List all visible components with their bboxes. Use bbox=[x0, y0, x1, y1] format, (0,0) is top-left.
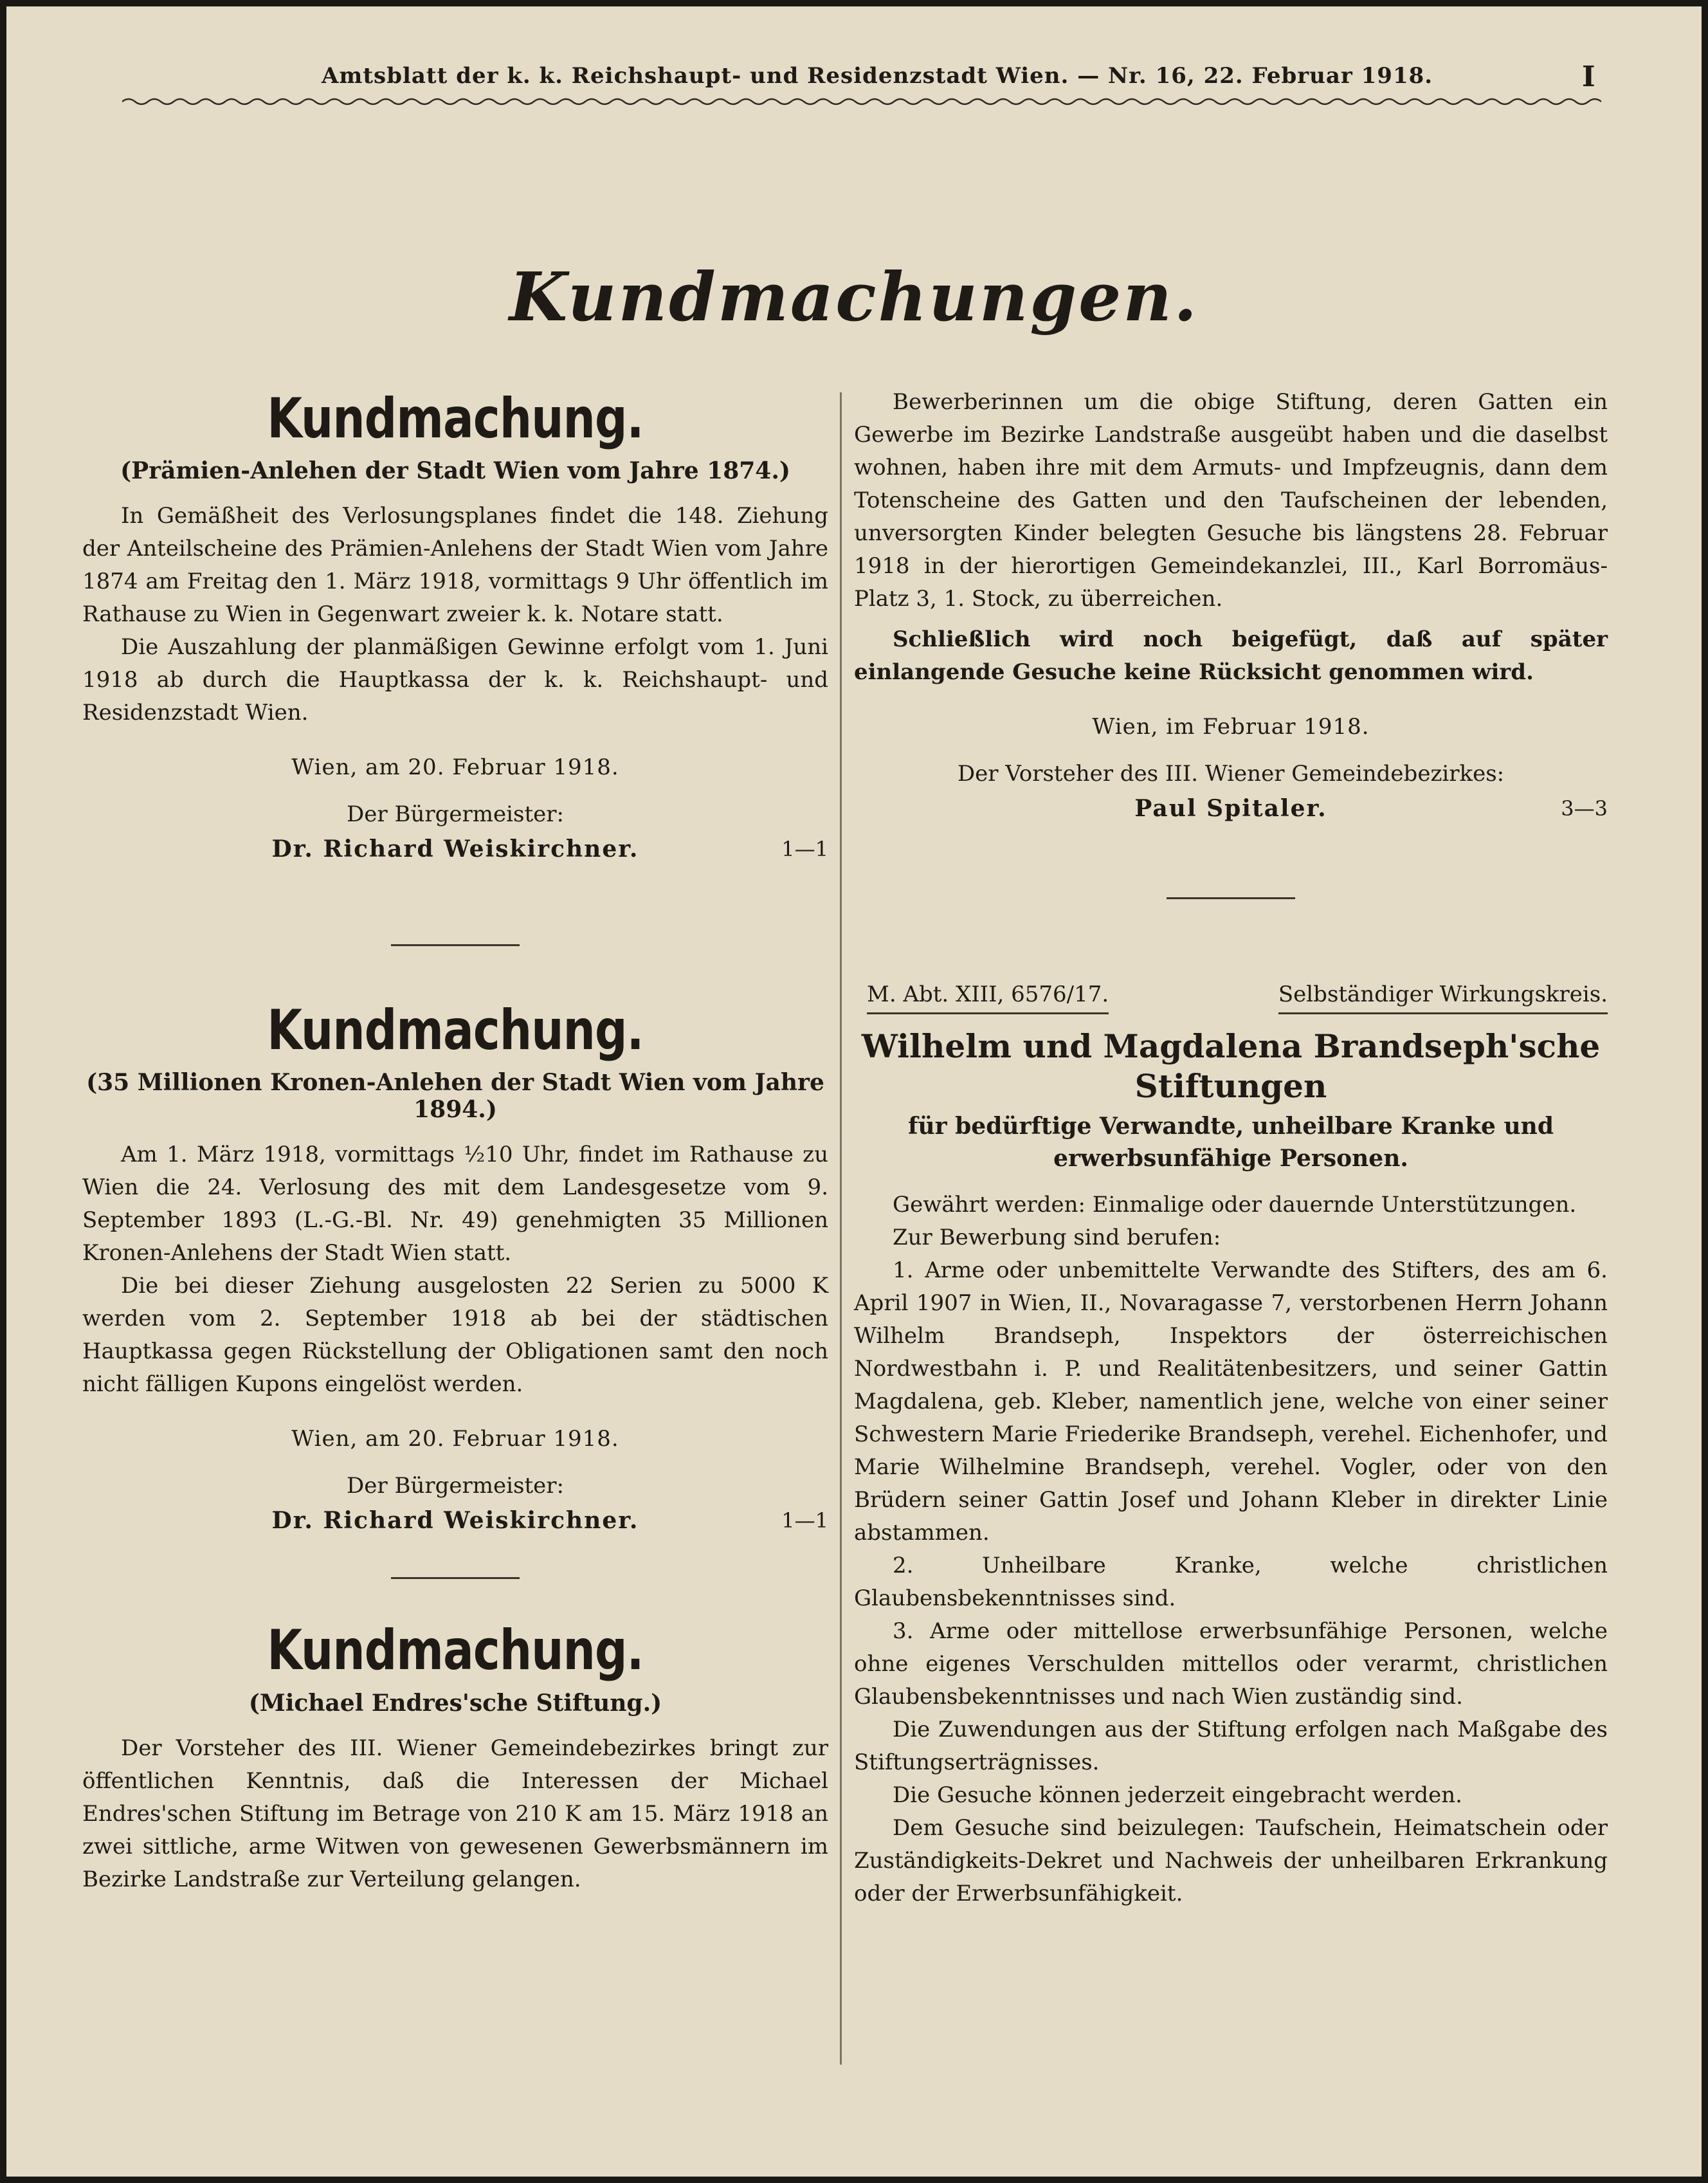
signature-row bbox=[82, 831, 828, 867]
file-reference: M. Abt. XIII, 6576/17. bbox=[867, 976, 1109, 1014]
newspaper-page bbox=[6, 6, 1702, 2177]
place-date: Wien, am 20. Februar 1918. bbox=[291, 754, 619, 781]
notice-paragraph: Die bei dieser Ziehung ausgelosten 22 Serien zu 5000 K werden vom 2. September 1918 ab bei der städtischen Hauptkassa gegen Rückstellung der Obligationen samt den noch nicht fälligen Kupons eingelöst werden. bbox=[82, 1273, 828, 1398]
signature-row bbox=[82, 1503, 828, 1539]
foundation-title: Wilhelm und Magdalena Brandseph'sche Stiftungen bbox=[861, 1027, 1601, 1105]
notice-paragraph: Am 1. März 1918, vormittags ½10 Uhr, findet im Rathause zu Wien die 24. Verlosung des mit dem Landesgesetze vom 9. September 1893 (L.-G.-Bl. Nr. 49) genehmigten 35 Millionen Kronen-Anlehens der Stadt Wien statt. bbox=[82, 1142, 828, 1266]
notice-brandseph bbox=[854, 976, 1608, 1910]
notice-paragraph: Zur Bewerbung sind berufen: bbox=[893, 1225, 1221, 1250]
eligibility-item: 3. Arme oder mittellose erwerbsunfähige Personen, welche ohne eigenes Verschulden mittellos oder verarmt, christlichen Glaubensbekenntnisses und nach Wien zuständig sind. bbox=[854, 1618, 1608, 1710]
column-divider bbox=[840, 392, 842, 2065]
separator-rule bbox=[1167, 897, 1295, 899]
place-date: Wien, im Februar 1918. bbox=[1092, 714, 1370, 740]
notice-paragraph: In Gemäßheit des Verlosungsplanes findet die 148. Ziehung der Anteilscheine des Prämien-Anlehens der Stadt Wien vom Jahre 1874 am Freitag den 1. März 1918, vormittags 9 Uhr öffentlich im Rathause zu Wien in Gegenwart zweier k. k. Notare statt. bbox=[82, 503, 828, 628]
place-date: Wien, am 20. Februar 1918. bbox=[291, 1426, 619, 1452]
notice-1874 bbox=[82, 386, 828, 867]
signer-name: Dr. Richard Weiskirchner. bbox=[271, 1507, 639, 1535]
foundation-subtitle: für bedürftige Verwandte, unheilbare Kranke und erwerbsunfähige Personen. bbox=[907, 1113, 1554, 1172]
header-wavy-rule bbox=[122, 96, 1601, 107]
notice-number: 3—3 bbox=[1561, 796, 1608, 821]
notice-title: Kundmachung. bbox=[267, 998, 644, 1063]
notice-subtitle: (Michael Endres'sche Stiftung.) bbox=[248, 1689, 662, 1717]
running-header: Amtsblatt der k. k. Reichshaupt- und Residenzstadt Wien. — Nr. 16, 22. Februar 1918. bbox=[322, 63, 1433, 89]
notice-paragraph: Dem Gesuche sind beizulegen: Taufschein, Heimatschein oder Zuständigkeits-Dekret und Nachweis der unheilbaren Erkrankung oder der Erwerbsunfähigkeit. bbox=[854, 1815, 1608, 1906]
notice-paragraph: Die Gesuche können jederzeit eingebracht werden. bbox=[893, 1782, 1462, 1808]
notice-paragraph: Die Zuwendungen aus der Stiftung erfolgen nach Maßgabe des Stiftungserträgnisses. bbox=[854, 1717, 1608, 1775]
jurisdiction-label: Selbständiger Wirkungskreis. bbox=[1278, 976, 1608, 1014]
signer-title: Der Vorsteher des III. Wiener Gemeindebezirkes: bbox=[957, 761, 1505, 787]
notice-paragraph: Die Auszahlung der planmäßigen Gewinne erfolgt vom 1. Juni 1918 ab durch die Hauptkassa der k. k. Reichshaupt- und Residenzstadt Wien. bbox=[82, 634, 828, 726]
left-column bbox=[82, 386, 828, 1896]
page-number: I bbox=[1582, 60, 1595, 93]
notice-title: Kundmachung. bbox=[267, 387, 644, 451]
main-title: Kundmachungen. bbox=[509, 257, 1199, 336]
notice-paragraph-bold: Schließlich wird noch beigefügt, daß auf später einlangende Gesuche keine Rücksicht genommen wird. bbox=[854, 626, 1608, 685]
separator-rule bbox=[391, 944, 520, 946]
notice-title: Kundmachung. bbox=[267, 1618, 644, 1683]
notice-endres-continued bbox=[854, 386, 1608, 827]
signer-name: Dr. Richard Weiskirchner. bbox=[271, 836, 639, 863]
notice-paragraph: Gewährt werden: Einmalige oder dauernde Unterstützungen. bbox=[893, 1192, 1577, 1218]
eligibility-item: 1. Arme oder unbemittelte Verwandte des Stifters, des am 6. April 1907 in Wien, II., Novaragasse 7, verstorbenen Herrn Johann Wilhelm Brandseph, Inspektors der österreichischen Nordwestbahn i. P. und Realitätenbesitzers, und seiner Gattin Magdalena, geb. Kleber, namentlich jene, welche von einer seiner Schwestern Marie Friederike Brandseph, verehel. Eichenhofer, und Marie Wilhelmine Brandseph, verehel. Vogler, oder von den Brüdern seiner Gattin Josef und Johann Kleber in direkter Linie abstammen. bbox=[854, 1257, 1608, 1546]
signer-title: Der Bürgermeister: bbox=[347, 801, 564, 828]
separator-rule bbox=[391, 1577, 520, 1579]
notice-subtitle: (35 Millionen Kronen-Anlehen der Stadt Wien vom Jahre 1894.) bbox=[86, 1069, 824, 1124]
notice-number: 1—1 bbox=[781, 837, 828, 862]
signer-name: Paul Spitaler. bbox=[1134, 795, 1327, 822]
notice-endres bbox=[82, 1618, 828, 1895]
right-column bbox=[854, 386, 1608, 1910]
signature-row bbox=[854, 790, 1608, 827]
notice-number: 1—1 bbox=[781, 1508, 828, 1533]
notice-subtitle: (Prämien-Anlehen der Stadt Wien vom Jahre 1874.) bbox=[120, 457, 790, 485]
signer-title: Der Bürgermeister: bbox=[347, 1473, 564, 1499]
notice-paragraph: Der Vorsteher des III. Wiener Gemeindebezirkes bringt zur öffentlichen Kenntnis, daß die Interessen der Michael Endres'schen Stiftung im Betrage von 210 K am 15. März 1918 an zwei sittliche, arme Witwen von gewesenen Gewerbsmännern im Bezirke Landstraße zur Verteilung gelangen. bbox=[82, 1735, 828, 1892]
notice-1894 bbox=[82, 998, 828, 1539]
reference-row bbox=[854, 976, 1608, 1015]
eligibility-item: 2. Unheilbare Kranke, welche christlichen Glaubensbekenntnisses sind. bbox=[854, 1553, 1608, 1611]
notice-paragraph: Bewerberinnen um die obige Stiftung, deren Gatten ein Gewerbe im Bezirke Landstraße ausgeübt haben und die daselbst wohnen, haben ihre mit dem Armuts- und Impfzeugnis, dann dem Totenscheine des Gatten und den Taufscheinen der lebenden, unversorgten Kinder belegten Gesuche bis längstens 28. Februar 1918 in der hierortigen Gemeindekanzlei, III., Karl Borromäus-Platz 3, 1. Stock, zu überreichen. bbox=[854, 389, 1608, 612]
